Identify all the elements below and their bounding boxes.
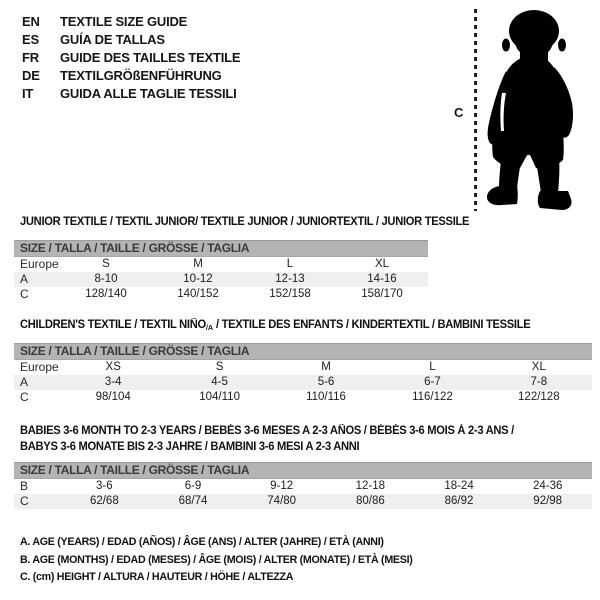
table-row-europe xyxy=(14,257,428,272)
age-cell: 7-8 xyxy=(530,376,548,388)
row-label: Europe xyxy=(20,360,59,374)
legend xyxy=(20,534,425,587)
size-cell: XS xyxy=(105,361,121,373)
size-header-bar: SIZE / TALLA / TAILLE / GRÖSSE / TAGLIA xyxy=(14,343,592,360)
language-label: TEXTILGRÖßENFÜHRUNG xyxy=(60,68,222,83)
age-cell: 6-9 xyxy=(184,480,202,492)
age-cell: 12-18 xyxy=(355,480,386,492)
row-label: A xyxy=(20,272,29,286)
table-row-age-months xyxy=(14,479,592,494)
row-label: Europe xyxy=(20,257,59,271)
footnote-a: A. AGE (YEARS) / EDAD (AÑOS) / ÂGE (ANS) / ALTER (JAHRE) / ETÀ (ANNI) xyxy=(20,536,384,548)
language-label: GUIDA ALLE TAGLIE TESSILI xyxy=(60,86,237,101)
size-cell: XL xyxy=(374,258,390,270)
table-row-height xyxy=(14,287,428,302)
size-cell: L xyxy=(286,258,294,270)
language-code: DE xyxy=(22,68,40,83)
size-cell: M xyxy=(321,361,331,373)
children-table-title xyxy=(20,317,530,336)
age-cell: 10-12 xyxy=(183,273,213,285)
language-list xyxy=(22,13,240,103)
height-cell: 116/122 xyxy=(412,391,453,403)
height-cell: 92/98 xyxy=(533,495,563,507)
height-cell: 110/116 xyxy=(306,391,346,403)
height-cell: 122/128 xyxy=(518,391,560,403)
table-row-height xyxy=(14,494,592,509)
table-row-europe xyxy=(14,360,592,375)
size-header-bar: SIZE / TALLA / TAILLE / GRÖSSE / TAGLIA xyxy=(14,462,592,479)
height-cell: 152/158 xyxy=(269,288,311,300)
table-row-height xyxy=(14,390,592,405)
age-cell: 3-4 xyxy=(104,376,122,388)
title-subscript: /A xyxy=(205,323,214,332)
height-cell: 62/68 xyxy=(89,495,119,507)
height-cell: 68/74 xyxy=(178,495,208,507)
age-cell: 18-24 xyxy=(444,480,474,492)
age-cell: 4-5 xyxy=(211,376,228,388)
age-cell: 24-36 xyxy=(532,480,563,492)
age-cell: 6-7 xyxy=(424,376,441,388)
size-header-bar: SIZE / TALLA / TAILLE / GRÖSSE / TAGLIA xyxy=(14,240,428,257)
children-size-table xyxy=(14,343,592,405)
junior-table-title: JUNIOR TEXTILE / TEXTIL JUNIOR/ TEXTILE JUNIOR / JUNIORTEXTIL / JUNIOR TESSILE xyxy=(20,216,470,228)
row-label: A xyxy=(20,375,29,389)
language-row-en xyxy=(22,13,240,31)
language-code: IT xyxy=(22,86,34,101)
language-code: ES xyxy=(22,32,39,47)
size-cell: S xyxy=(102,258,110,270)
table-row-age xyxy=(14,375,592,390)
age-cell: 12-13 xyxy=(275,273,305,285)
age-cell: 9-12 xyxy=(270,480,294,492)
size-cell: XL xyxy=(531,361,546,373)
babies-title-line1: BABIES 3-6 MONTH TO 2-3 YEARS / BEBÉS 3-6 MESES A 2-3 AÑOS / BÉBÉS 3-6 MOIS À 2-3 ANS / xyxy=(20,425,514,437)
size-cell: M xyxy=(193,258,203,270)
age-cell: 8-10 xyxy=(94,273,118,285)
title-text: / TEXTILE DES ENFANTS / KINDERTEXTIL / BAMBINI TESSILE xyxy=(213,319,531,331)
row-label: C xyxy=(20,390,29,404)
title-text: CHILDREN'S TEXTILE / TEXTIL NIÑO xyxy=(20,319,206,331)
language-code: FR xyxy=(22,50,39,65)
babies-table-title xyxy=(20,423,514,455)
size-cell: L xyxy=(429,361,436,373)
row-label: C xyxy=(20,287,29,301)
age-cell: 3-6 xyxy=(96,480,113,492)
height-cell: 128/140 xyxy=(85,288,127,300)
height-measure-label: C xyxy=(454,105,464,120)
language-label: TEXTILE SIZE GUIDE xyxy=(60,14,188,29)
language-row-it xyxy=(22,85,240,103)
babies-title-line2: BABYS 3-6 MONATE BIS 2-3 JAHRE / BAMBINI 3-6 MESI A 2-3 ANNI xyxy=(20,441,360,453)
junior-size-table xyxy=(14,240,428,302)
height-cell: 74/80 xyxy=(267,495,297,507)
language-label: GUIDE DES TAILLES TEXTILE xyxy=(60,50,241,65)
height-cell: 98/104 xyxy=(95,391,131,403)
language-code: EN xyxy=(22,14,40,29)
height-cell: 140/152 xyxy=(177,288,219,300)
footnote-b: B. AGE (MONTHS) / EDAD (MESES) / ÂGE (MOIS) / ALTER (MONATE) / ETÀ (MESI) xyxy=(20,553,413,566)
age-cell: 14-16 xyxy=(367,273,397,285)
size-cell: S xyxy=(215,361,224,373)
height-cell: 80/86 xyxy=(355,495,385,507)
language-row-es xyxy=(22,31,240,49)
height-cell: 86/92 xyxy=(444,495,474,507)
row-label: B xyxy=(20,479,29,493)
row-label: C xyxy=(20,494,29,508)
language-row-de xyxy=(22,67,240,85)
table-row-age xyxy=(14,272,428,287)
babies-size-table xyxy=(14,462,592,509)
baby-figure xyxy=(440,0,600,220)
language-label: GUÍA DE TALLAS xyxy=(60,32,165,47)
age-cell: 5-6 xyxy=(317,376,335,388)
language-row-fr xyxy=(22,49,240,67)
height-cell: 104/110 xyxy=(199,391,240,403)
height-measure-line xyxy=(474,9,477,211)
baby-silhouette-icon xyxy=(486,7,594,213)
footnote-c: C. (cm) HEIGHT / ALTURA / HAUTEUR / HÖHE / ALTEZZA xyxy=(20,571,294,583)
height-cell: 158/170 xyxy=(361,288,403,300)
